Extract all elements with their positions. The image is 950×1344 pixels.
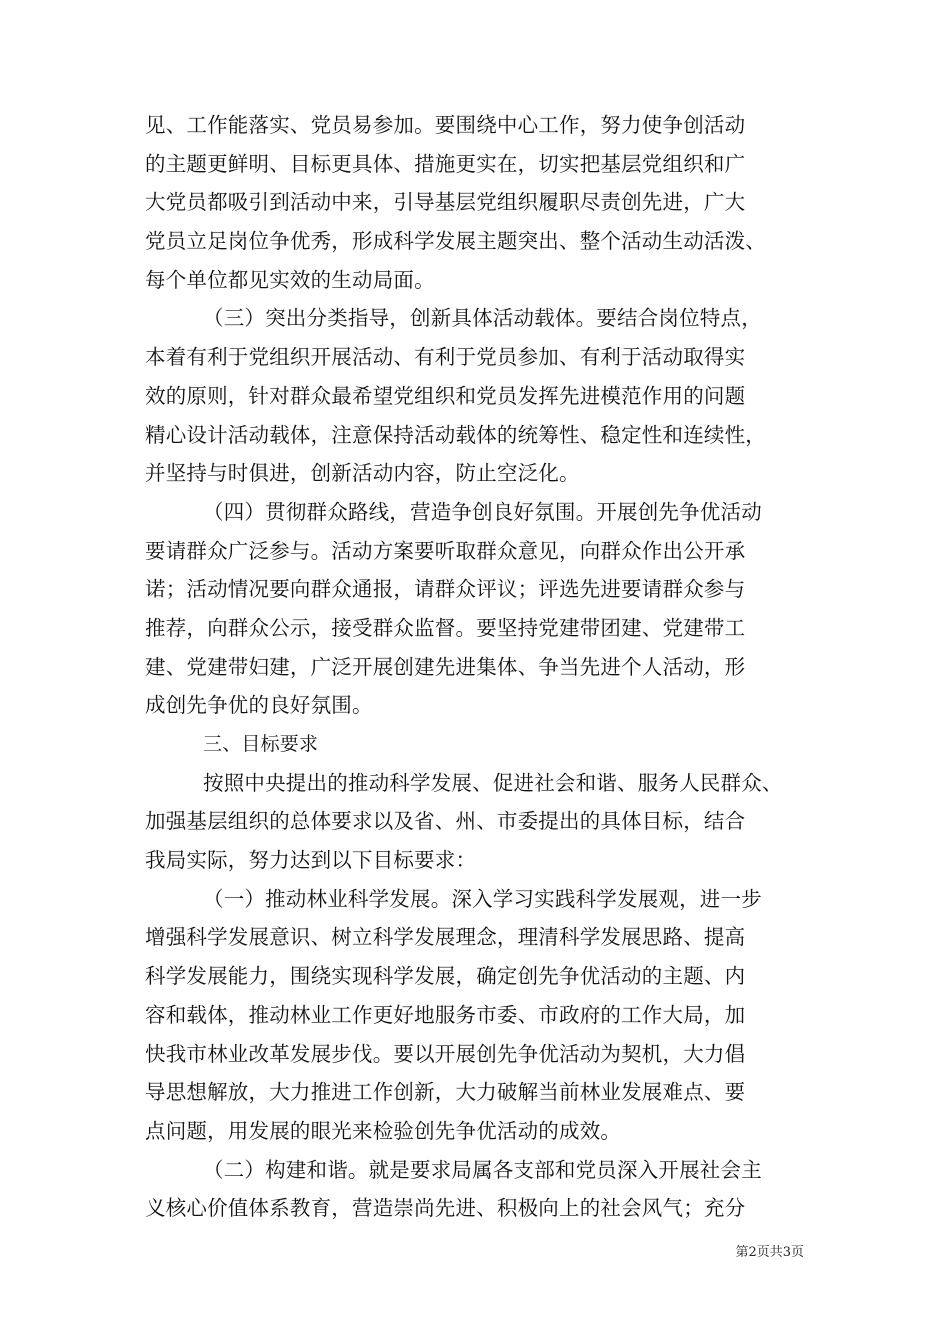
text-line: 党员立足岗位争优秀，形成科学发展主题突出、整个活动生动活泼、	[145, 229, 766, 254]
text-line: 导思想解放，大力推进工作创新，大力破解当前林业发展难点、要	[145, 1080, 746, 1105]
text-line: （一）推动林业科学发展。深入学习实践科学发展观，进一步	[203, 886, 762, 911]
text-line: 科学发展能力，围绕实现科学发展，确定创先争优活动的主题、内	[145, 964, 746, 989]
text-line: 容和载体，推动林业工作更好地服务市委、市政府的工作大局，加	[145, 1002, 746, 1027]
text-line: 的主题更鲜明、目标更具体、措施更实在，切实把基层党组织和广	[145, 151, 746, 176]
text-line: 快我市林业改革发展步伐。要以开展创先争优活动为契机，大力倡	[145, 1041, 746, 1066]
text-line: 每个单位都见实效的生动局面。	[145, 267, 435, 292]
text-line: 见、工作能落实、党员易参加。要围绕中心工作，努力使争创活动	[145, 113, 746, 137]
text-line: 本着有利于党组织开展活动、有利于党员参加、有利于活动取得实	[145, 345, 746, 370]
text-line: （四）贯彻群众路线，营造争创良好氛围。开展创先争优活动	[203, 499, 762, 524]
text-line: 增强科学发展意识、树立科学发展理念，理清科学发展思路、提高	[145, 925, 746, 950]
text-line: 并坚持与时俱进，创新活动内容，防止空泛化。	[145, 461, 580, 486]
document-body	[145, 106, 825, 1228]
text-line: 我局实际，努力达到以下目标要求：	[145, 848, 477, 873]
text-line: 成创先争优的良好氛围。	[145, 693, 373, 718]
text-line: 精心设计活动载体，注意保持活动载体的统筹性、稳定性和连续性，	[145, 422, 766, 447]
text-line: 效的原则，针对群众最希望党组织和党员发挥先进模范作用的问题	[145, 383, 746, 408]
text-line: 大党员都吸引到活动中来，引导基层党组织履职尽责创先进，广大	[145, 190, 746, 215]
page-number: 第2页共3页	[735, 1245, 804, 1260]
text-line: 要请群众广泛参与。活动方案要听取群众意见，向群众作出公开承	[145, 538, 746, 563]
text-line: （三）突出分类指导，创新具体活动载体。要结合岗位特点，	[203, 306, 762, 331]
text-line: 推荐，向群众公示，接受群众监督。要坚持党建带团建、党建带工	[145, 615, 746, 640]
text-line: 诺；活动情况要向群众通报，请群众评议；评选先进要请群众参与	[145, 577, 746, 602]
text-line: （二）构建和谐。就是要求局属各支部和党员深入开展社会主	[203, 1157, 762, 1182]
text-line: 义核心价值体系教育，营造崇尚先进、积极向上的社会风气；充分	[145, 1196, 746, 1221]
text-line: 按照中央提出的推动科学发展、促进社会和谐、服务人民群众、	[203, 770, 783, 795]
text-line: 建、党建带妇建，广泛开展创建先进集体、争当先进个人活动，形	[145, 654, 746, 679]
text-line: 加强基层组织的总体要求以及省、州、市委提出的具体目标，结合	[145, 809, 746, 834]
section-heading: 三、目标要求	[203, 733, 319, 755]
text-line: 点问题，用发展的眼光来检验创先争优活动的成效。	[145, 1118, 622, 1143]
